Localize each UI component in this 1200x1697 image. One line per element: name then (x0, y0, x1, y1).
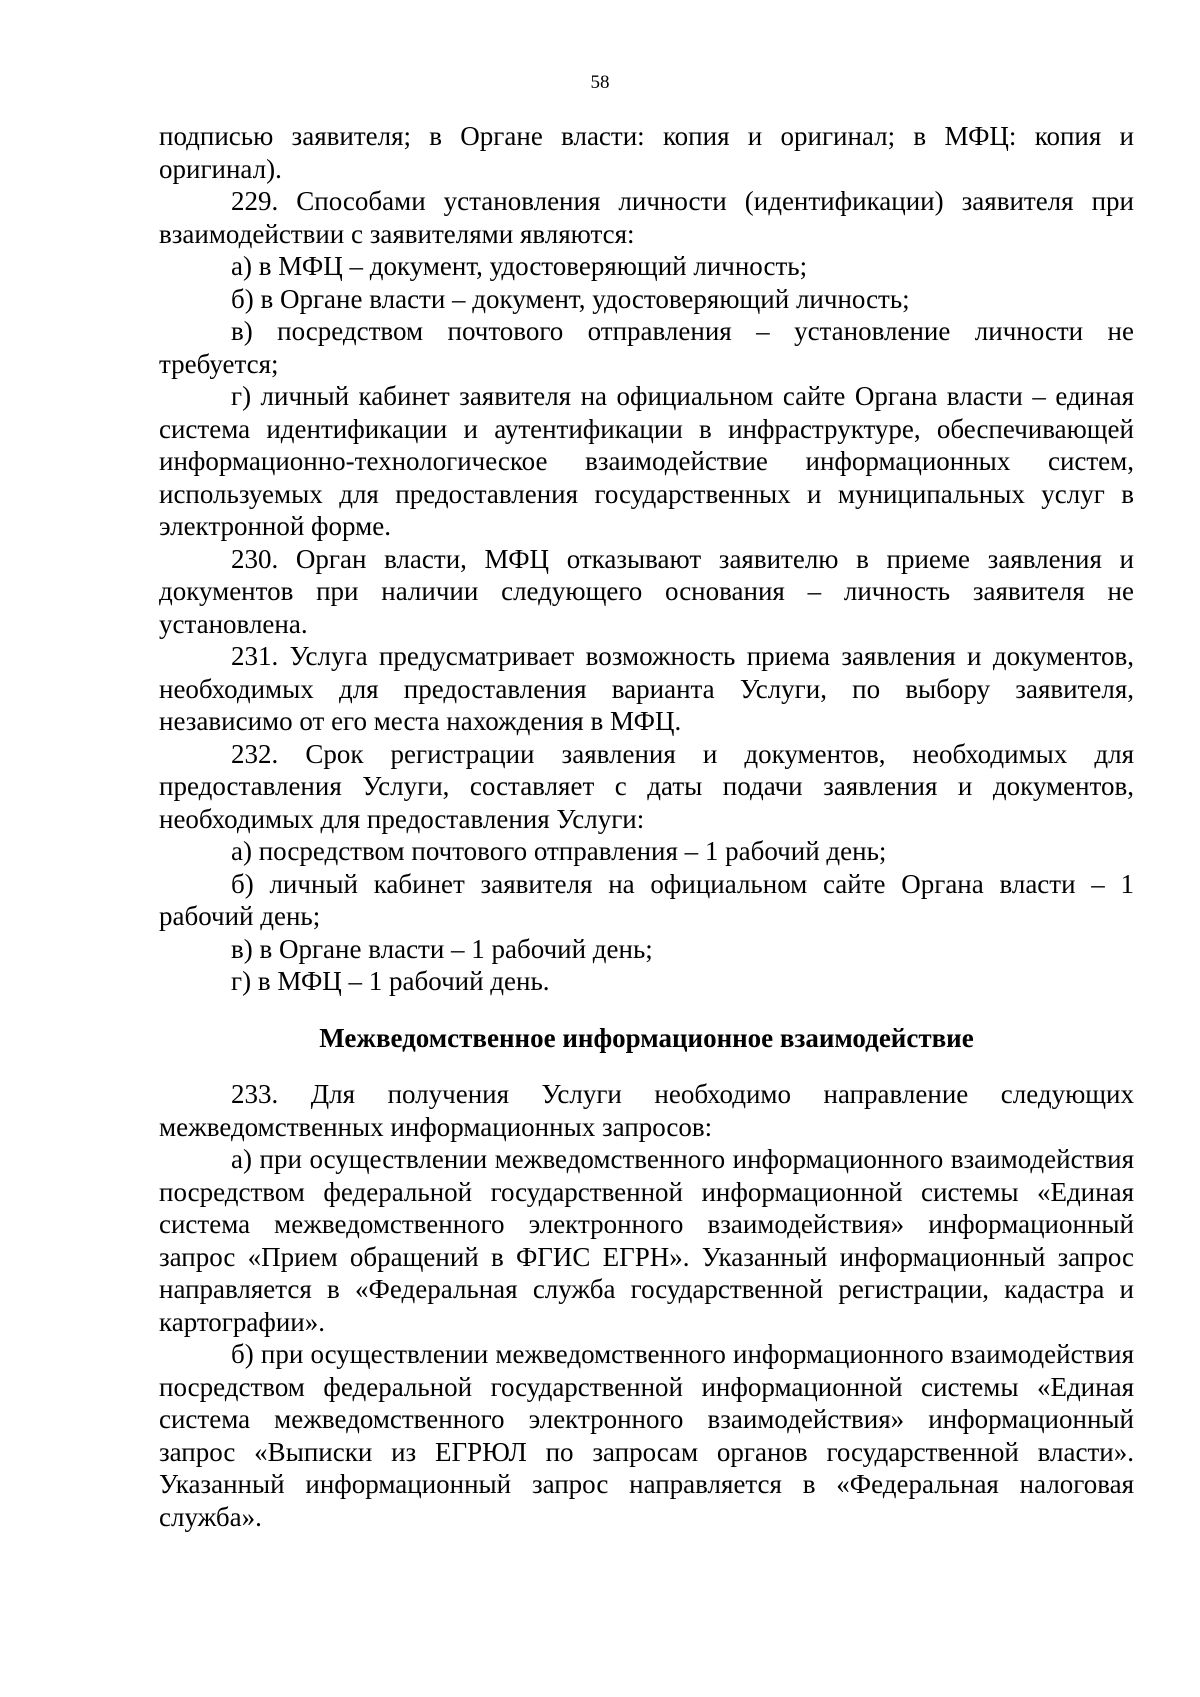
list-item-233-b: б) при осуществлении межведомственного информационного взаимодействия посредством федеральной государственной информационной системы «Единая система межведомственного электронного взаимодействия» информационный запрос «Выписки из ЕГРЮЛ по запросам органов государственной власти». Указанный информационный запрос направляется в «Федеральная налоговая служба». (159, 1339, 1134, 1532)
list-item-229-v: в) посредством почтового отправления – установление личности не требуется; (159, 316, 1134, 379)
paragraph-continuation: подписью заявителя; в Органе власти: копия и оригинал; в МФЦ: копия и оригинал). (159, 121, 1134, 184)
paragraph-231: 231. Услуга предусматривает возможность приема заявления и документов, необходимых для предоставления варианта Услуги, по выбору заявителя, независимо от его места нахождения в МФЦ. (159, 641, 1134, 736)
list-item-232-b: б) личный кабинет заявителя на официальном сайте Органа власти – 1 рабочий день; (159, 868, 1134, 931)
paragraph-232: 232. Срок регистрации заявления и документов, необходимых для предоставления Услуги, составляет с даты подачи заявления и документов, необходимых для предоставления Услуги: (159, 738, 1134, 834)
list-item-232-g: г) в МФЦ – 1 рабочий день. (231, 966, 550, 996)
paragraph-229: 229. Способами установления личности (идентификации) заявителя при взаимодействии с заявителями являются: (159, 186, 1134, 249)
page-number: 58 (590, 72, 610, 93)
list-item-233-a: а) при осуществлении межведомственного информационного взаимодействия посредством федеральной государственной информационной системы «Единая система межведомственного электронного взаимодействия» информационный запрос «Прием обращений в ФГИС ЕГРН». Указанный информационный запрос направляется в «Федеральная служба государственной регистрации, кадастра и картографии». (159, 1144, 1134, 1337)
list-item-229-b: б) в Органе власти – документ, удостоверяющий личность; (231, 283, 910, 314)
document-body (159, 120, 1134, 1533)
list-item-232-a: а) посредством почтового отправления – 1 рабочий день; (231, 836, 887, 866)
list-item-229-a: а) в МФЦ – документ, удостоверяющий личность; (231, 251, 808, 281)
list-item-229-g: г) личный кабинет заявителя на официальном сайте Органа власти – единая система идентификации и аутентификации в инфраструктуре, обеспечивающей информационно-технологическое взаимодействие информационных систем, используемых для предоставления государственных и муниципальных услуг в электронной форме. (159, 381, 1134, 541)
list-item-232-v: в) в Органе власти – 1 рабочий день; (231, 933, 653, 964)
section-heading: Межведомственное информационное взаимодействие (319, 1022, 974, 1053)
paragraph-233: 233. Для получения Услуги необходимо направление следующих межведомственных информационных запросов: (159, 1079, 1134, 1142)
paragraph-230: 230. Орган власти, МФЦ отказывают заявителю в приеме заявления и документов при наличии следующего основания – личность заявителя не установлена. (159, 543, 1134, 639)
